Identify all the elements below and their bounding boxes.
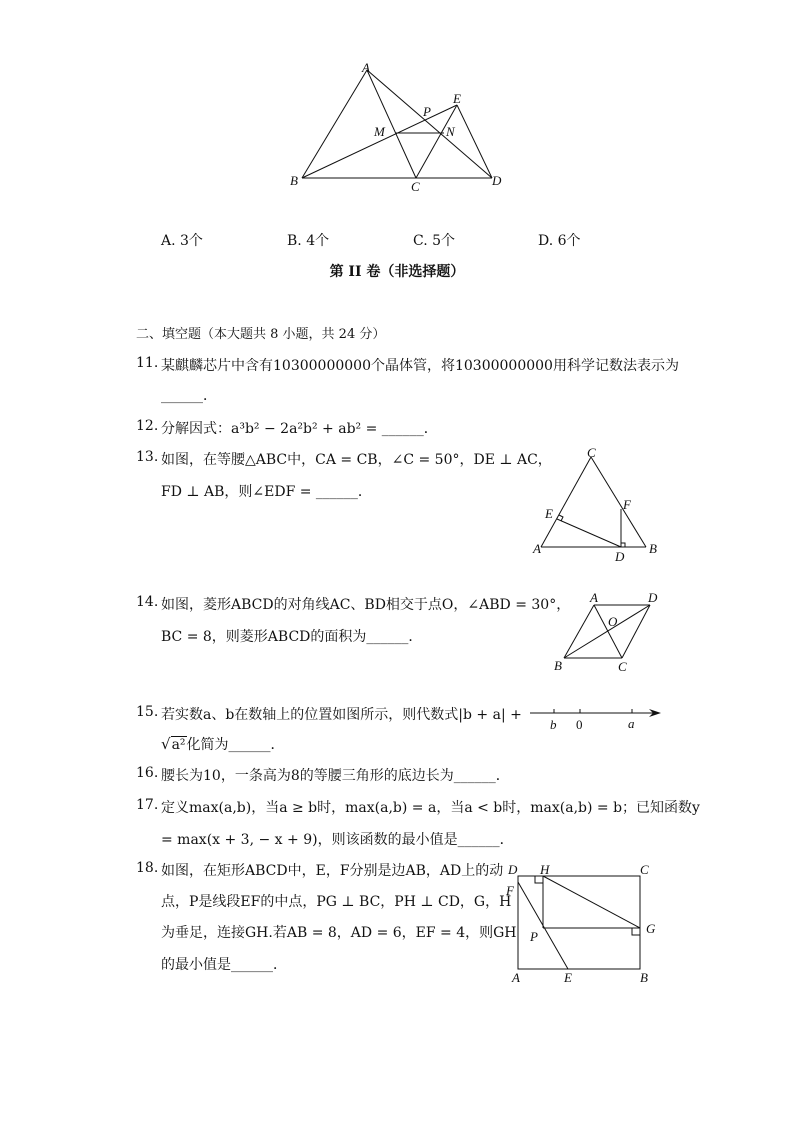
q13-label-C: C [587,445,596,460]
q18-line3: 为垂足，连接GH.若AB = 8，AD = 6，EF = 4，则GH [161,925,517,941]
q13-number: 13. [136,449,159,465]
figure-q13 [525,443,665,568]
q15-label-b: b [550,717,557,732]
label-D: D [492,173,502,188]
q17-line1: 定义max(a,b)，当a ≥ b时，max(a,b) = a，当a < b时，max(a,b) = b；已知函数y [161,800,700,816]
label-B: B [290,173,298,188]
label-M: M [374,124,385,139]
q14-label-A: A [590,590,598,605]
q15-line1: 若实数a、b在数轴上的位置如图所示，则代数式|b + a| + [161,707,522,723]
q13-label-B: B [649,541,657,556]
label-P: P [423,104,431,119]
label-A: A [362,60,370,75]
q17-number: 17. [136,797,159,813]
q18-label-C: C [640,862,649,877]
q15-label-a: a [628,716,635,731]
q14-label-O: O [608,614,618,629]
q14-label-B: B [554,658,562,673]
q13-line1: 如图，在等腰△ABC中，CA = CB，∠C = 50°，DE ⊥ AC， [161,452,552,468]
q11-number: 11. [136,355,159,371]
q18-line2: 点，P是线段EF的中点，PG ⊥ BC，PH ⊥ CD，G，H [161,894,512,910]
q15-radicand: a² [171,737,186,753]
q13-label-A: A [533,541,541,556]
label-C: C [411,179,420,194]
q18-label-A: A [512,970,520,985]
q18-number: 18. [136,860,159,876]
q11-line2: ______． [161,388,217,404]
q11-line1: 某麒麟芯片中含有10300000000个晶体管，将10300000000用科学记数法表示为 [161,358,679,374]
figure-q18 [500,855,670,990]
figure-q14 [548,588,668,678]
q18-label-D: D [508,862,518,877]
q18-line1: 如图，在矩形ABCD中，E，F分别是边AB，AD上的动 [161,863,504,879]
q13-label-F: F [623,497,631,512]
option-a[interactable]: A. 3个 [161,233,203,249]
option-d[interactable]: D. 6个 [538,233,581,249]
figure-q15-number-line [525,700,665,735]
label-E: E [453,91,461,106]
q16-number: 16. [136,765,159,781]
q18-label-P: P [530,929,538,944]
q13-label-E: E [545,506,553,521]
q14-label-C: C [618,659,627,674]
q12-number: 12. [136,418,159,434]
q16-line1: 腰长为10，一条高为8的等腰三角形的底边长为______． [161,768,510,784]
q12-line1: 分解因式：a³b² − 2a²b² + ab² = ______． [161,421,438,437]
option-c[interactable]: C. 5个 [413,233,456,249]
q14-line2: BC = 8，则菱形ABCD的面积为______． [161,629,423,645]
q13-line2: FD ⊥ AB，则∠EDF = ______． [161,484,372,500]
volume-title: 第 II 卷（非选择题） [329,264,465,280]
q14-label-D: D [648,590,658,605]
q17-line2: = max(x + 3, − x + 9)，则该函数的最小值是______． [161,832,514,848]
label-N: N [446,124,455,139]
q15-label-zero: 0 [576,717,583,732]
q18-label-E: E [564,970,572,985]
q14-number: 14. [136,594,159,610]
q18-label-B: B [640,970,648,985]
q14-line1: 如图，菱形ABCD的对角线AC、BD相交于点O，∠ABD = 30°， [161,597,571,613]
q15-number: 15. [136,704,159,720]
q18-label-H: H [540,862,550,877]
figure-triangles [280,55,520,200]
option-b[interactable]: B. 4个 [287,233,330,249]
q18-label-F: F [506,883,514,898]
section-title: 二、填空题（本大题共 8 小题，共 24 分） [136,327,386,342]
q15-line2: 化简为______． [186,737,285,753]
q18-label-G: G [646,921,656,936]
q18-line4: 的最小值是______． [161,957,287,973]
q13-label-D: D [615,549,625,564]
